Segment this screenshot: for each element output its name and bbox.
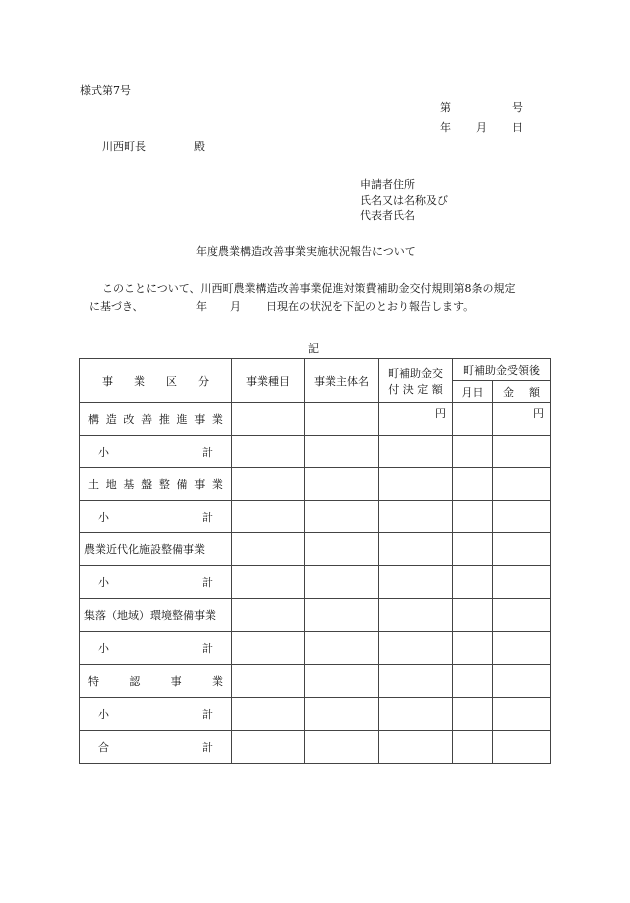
addressee-name: 川西町長 (102, 140, 146, 153)
row-category-char: 認 (129, 675, 141, 688)
cell-entity (305, 566, 379, 599)
cell-entity (305, 468, 379, 501)
cell-month-day (453, 731, 493, 764)
cell-decision-amount (379, 665, 453, 698)
row-category-char: 小 (98, 510, 109, 524)
row-category-char: 業 (211, 478, 223, 491)
row-category-char: 小 (98, 708, 109, 721)
cell-entity (305, 501, 379, 533)
cell-entity (305, 632, 379, 665)
row-category (80, 698, 232, 731)
row-category-char: 計 (202, 576, 213, 589)
table-row (80, 566, 551, 599)
cell-entity (305, 403, 379, 436)
cell-decision-amount (379, 533, 453, 566)
row-category-char: 計 (202, 708, 213, 721)
cell-received-amount (493, 501, 551, 533)
row-category-char: 業 (211, 675, 223, 688)
header-category: 事 業 区 分 (80, 359, 232, 403)
row-category (80, 468, 232, 501)
cell-month-day (453, 403, 493, 436)
cell-received-amount (493, 566, 551, 599)
row-category-char: 事 (170, 675, 182, 688)
cell-type (232, 599, 305, 632)
row-category-char: 盤 (141, 478, 153, 491)
body-month: 月 (230, 300, 241, 313)
table-row (80, 468, 551, 501)
header-entity: 事業主体名 (305, 359, 379, 403)
row-category (80, 731, 232, 764)
applicant-address-label: 申請者住所 (360, 178, 415, 191)
cell-decision-amount (379, 436, 453, 468)
cell-type (232, 698, 305, 731)
cell-month-day (453, 436, 493, 468)
table-row (80, 632, 551, 665)
row-category-char: 造 (105, 413, 117, 426)
cell-month-day (453, 632, 493, 665)
cell-received-amount (493, 698, 551, 731)
cell-entity (305, 698, 379, 731)
table-row (80, 436, 551, 468)
cell-month-day (453, 468, 493, 501)
cell-decision-amount: 円 (379, 403, 453, 436)
row-category-char: 合 (98, 741, 109, 754)
row-category-char: 善 (141, 413, 153, 426)
cell-received-amount (493, 599, 551, 632)
addressee-honorific: 殿 (194, 140, 205, 153)
row-category-char: 計 (202, 445, 213, 459)
row-category-char: 特 (88, 675, 99, 688)
cell-type (232, 665, 305, 698)
row-category-char: 計 (202, 510, 213, 524)
row-category-char: 小 (98, 642, 109, 655)
cell-decision-amount (379, 632, 453, 665)
cell-decision-amount (379, 468, 453, 501)
header-decision: 町補助金交 付 決 定 額 (379, 359, 453, 403)
header-type: 事業種目 (232, 359, 305, 403)
header-amount: 金 額 (493, 381, 551, 403)
header-month-day: 月日 (453, 381, 493, 403)
doc-number-prefix: 第 (440, 101, 451, 114)
cell-decision-amount (379, 731, 453, 764)
cell-type (232, 403, 305, 436)
row-category-char: 事 (194, 413, 206, 426)
cell-entity (305, 731, 379, 764)
cell-decision-amount (379, 698, 453, 731)
report-table (79, 358, 551, 764)
row-category (80, 665, 232, 698)
cell-decision-amount (379, 566, 453, 599)
row-category-char: 推 (158, 413, 170, 426)
cell-decision-amount (379, 501, 453, 533)
cell-type (232, 501, 305, 533)
form-number: 様式第7号 (80, 84, 131, 97)
table-row (80, 501, 551, 533)
row-category (80, 599, 232, 632)
cell-entity (305, 665, 379, 698)
row-category-char: 計 (202, 741, 213, 754)
row-category-char: 構 (88, 413, 99, 426)
cell-received-amount (493, 731, 551, 764)
ki-note: 記 (308, 342, 319, 355)
row-category-char: 土 (88, 478, 99, 491)
row-category-char: 備 (176, 478, 188, 491)
cell-month-day (453, 698, 493, 731)
header-received: 町補助金受領後 (453, 359, 551, 381)
cell-received-amount (493, 436, 551, 468)
cell-type (232, 436, 305, 468)
applicant-rep-label: 代表者氏名 (360, 209, 415, 222)
row-category (80, 566, 232, 599)
row-category (80, 436, 232, 468)
table-row (80, 698, 551, 731)
cell-received-amount (493, 665, 551, 698)
cell-month-day (453, 501, 493, 533)
row-category-char: 小 (98, 445, 109, 459)
row-category-char: 農業近代化施設整備事業 (84, 543, 205, 556)
cell-type (232, 632, 305, 665)
body-line-2-end: 日現在の状況を下記のとおり報告します。 (266, 300, 475, 313)
cell-entity (305, 533, 379, 566)
doc-number-suffix: 号 (512, 101, 523, 114)
date-year: 年 (440, 121, 451, 134)
applicant-name-label: 氏名又は名称及び (360, 194, 448, 207)
cell-month-day (453, 566, 493, 599)
cell-received-amount (493, 468, 551, 501)
cell-received-amount: 円 (493, 403, 551, 436)
cell-entity (305, 599, 379, 632)
row-category (80, 632, 232, 665)
cell-month-day (453, 533, 493, 566)
row-category-char: 地 (105, 478, 117, 491)
table-row (80, 403, 551, 436)
row-category-char: 業 (211, 413, 223, 426)
date-day: 日 (512, 121, 523, 134)
row-category-char: 小 (98, 576, 109, 589)
row-category-char: 集落（地域）環境整備事業 (84, 609, 216, 622)
cell-received-amount (493, 632, 551, 665)
row-category-char: 事 (194, 478, 206, 491)
row-category-char: 進 (176, 413, 188, 426)
document-title: 年度農業構造改善事業実施状況報告について (196, 245, 416, 258)
date-month: 月 (476, 121, 487, 134)
cell-type (232, 566, 305, 599)
cell-type (232, 731, 305, 764)
cell-decision-amount (379, 599, 453, 632)
row-category-char: 整 (158, 478, 170, 491)
cell-month-day (453, 599, 493, 632)
row-category (80, 533, 232, 566)
body-year: 年 (196, 300, 207, 313)
cell-type (232, 468, 305, 501)
table-row (80, 665, 551, 698)
row-category (80, 501, 232, 533)
row-category (80, 403, 232, 436)
body-line-1: このことについて、川西町農業構造改善事業促進対策費補助金交付規則第8条の規定 (102, 282, 516, 295)
cell-month-day (453, 665, 493, 698)
table-row (80, 599, 551, 632)
row-category-char: 基 (123, 478, 135, 491)
body-line-2-start: に基づき、 (89, 300, 144, 313)
cell-entity (305, 436, 379, 468)
table-row (80, 731, 551, 764)
cell-received-amount (493, 533, 551, 566)
row-category-char: 計 (202, 642, 213, 655)
table-row (80, 533, 551, 566)
cell-type (232, 533, 305, 566)
row-category-char: 改 (123, 413, 135, 426)
